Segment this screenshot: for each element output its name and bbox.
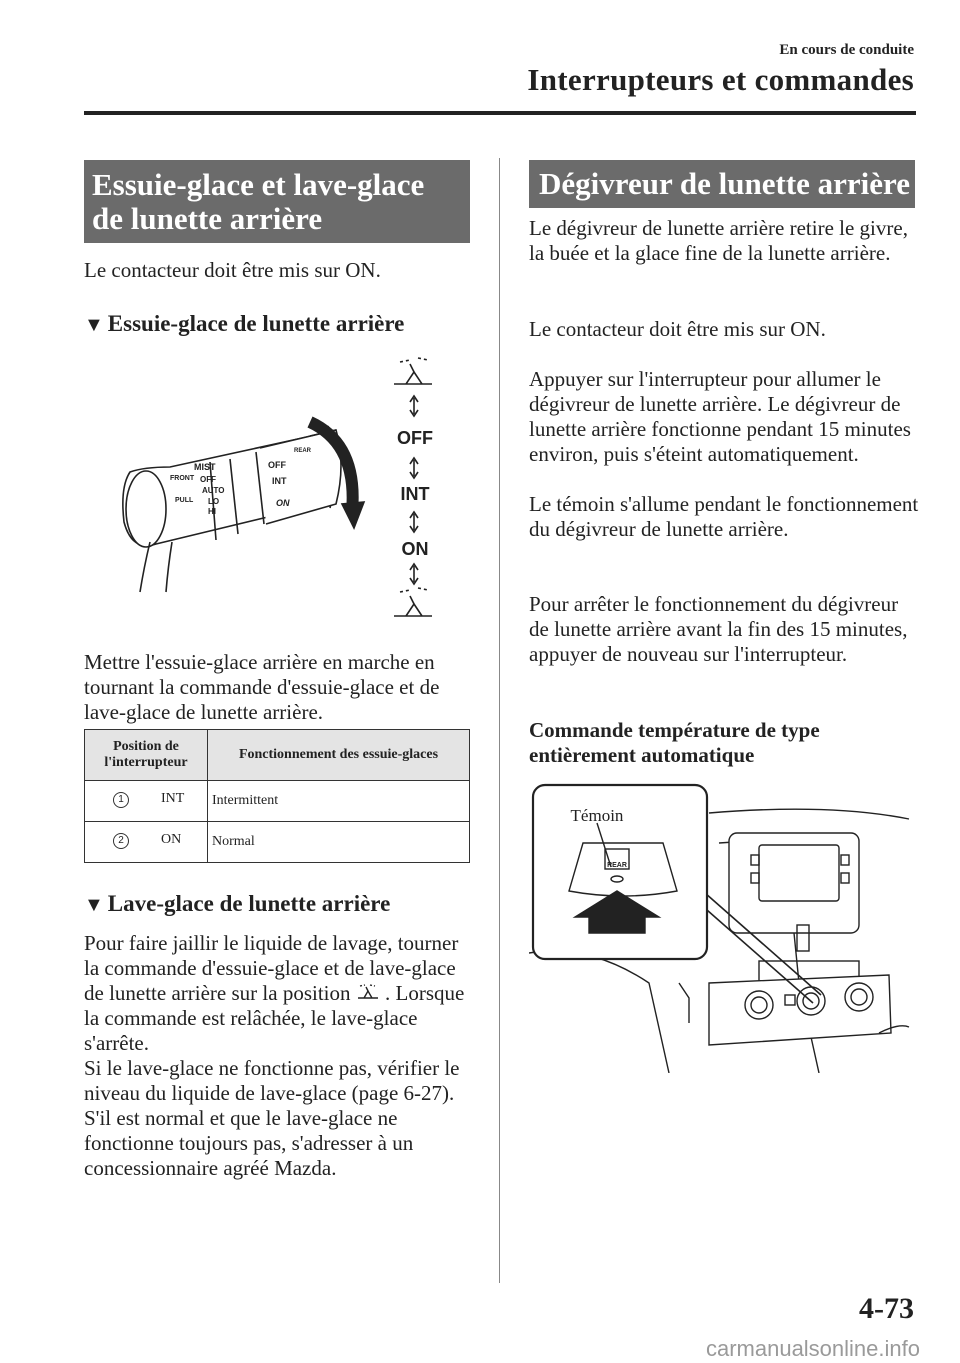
wiper-heading — [84, 311, 404, 337]
position-on: ON — [161, 832, 182, 847]
number-2-icon: 2 — [113, 833, 129, 849]
stalk-label-int: INT — [272, 476, 287, 486]
wiper-operation-table — [84, 729, 470, 863]
table-cell-operation: Intermittent — [208, 781, 470, 822]
triangle-bullet-icon: ▼ — [84, 894, 104, 916]
washer-heading — [84, 891, 390, 917]
section-title: En cours de conduite — [779, 42, 914, 58]
header-rule — [84, 111, 916, 115]
stalk-label-pull: PULL — [175, 497, 194, 504]
washer-position-icon — [356, 982, 380, 1004]
wiper-description: Mettre l'essuie-glace arrière en marche en tournant la commande d'essuie-glace et de lave-glace de lunette arrière. — [84, 650, 440, 724]
section-banner-rear-wiper — [84, 160, 470, 243]
dashboard-figure — [529, 783, 915, 1073]
washer-text-3: Si le lave-glace ne fonctionne pas, vérifier le niveau du liquide de lave-glace (page 6-27). S'il est normal et que le lave-glace ne fonctionne toujours pas, s'adresser à un concessionnaire agréé Mazda. — [84, 1056, 460, 1180]
position-off-label: OFF — [397, 428, 433, 448]
washer-heading-text: Lave-glace de lunette arrière — [107, 891, 391, 916]
banner-line-2: de lunette arrière — [92, 201, 323, 236]
number-1-icon: 1 — [113, 792, 129, 808]
section-banner-defroster: Dégivreur de lunette arrière — [529, 160, 915, 208]
position-on-label: ON — [401, 539, 429, 559]
intro-text: Le contacteur doit être mis sur ON. — [84, 258, 381, 282]
washer-description — [84, 931, 476, 1181]
table-cell-position — [85, 822, 208, 863]
washer-text-1: Pour faire jaillir le liquide de lavage, tourner la commande d'essuie-glace et de lave-glace de lunette arrière sur la position — [84, 931, 459, 1005]
defroster-p5: Pour arrêter le fonctionnement du dégivreur de lunette arrière avant la fin des 15 minutes, appuyer de nouveau sur l'interrupteur. — [529, 592, 908, 666]
stalk-label-on: ON — [276, 498, 290, 508]
defroster-p2: Le contacteur doit être mis sur ON. — [529, 317, 826, 341]
banner-line-1: Essuie-glace et lave-glace — [92, 167, 425, 202]
climate-subheading — [529, 718, 820, 768]
defroster-p4: Le témoin s'allume pendant le fonctionnement du dégivreur de lunette arrière. — [529, 492, 919, 541]
watermark-text: carmanualsonline.info — [705, 1336, 920, 1361]
stalk-label-lo: LO — [208, 497, 220, 506]
stalk-label-front: FRONT — [170, 475, 195, 482]
header-position-line-1: Position de — [113, 739, 179, 754]
stalk-label-rear: REAR — [294, 448, 312, 454]
table-header-operation: Fonctionnement des essuie-glaces — [208, 730, 470, 781]
wiper-heading-text: Essuie-glace de lunette arrière — [107, 311, 405, 336]
climate-subheading-line-1: Commande température de type — [529, 718, 820, 742]
table-row — [85, 822, 470, 863]
stalk-label-auto: AUTO — [202, 486, 225, 495]
temoin-label: Témoin — [570, 806, 624, 825]
washer-text-2: . Lorsque la commande est relâchée, le lave-glace s'arrête. — [84, 981, 465, 1055]
position-int: INT — [161, 791, 185, 806]
stalk-label-off-rear: OFF — [268, 460, 286, 470]
wiper-stalk-figure — [110, 352, 450, 632]
table-header-position — [85, 730, 208, 781]
stalk-label-mist: MIST — [194, 462, 216, 472]
climate-subheading-line-2: entièrement automatique — [529, 743, 755, 767]
header-position-line-2: l'interrupteur — [104, 755, 188, 770]
column-divider — [499, 158, 500, 1283]
triangle-bullet-icon: ▼ — [84, 314, 104, 336]
table-cell-position — [85, 781, 208, 822]
table-cell-operation: Normal — [208, 822, 470, 863]
defroster-p3: Appuyer sur l'interrupteur pour allumer le dégivreur de lunette arrière. Le dégivreur de lunette arrière fonctionne pendant 15 minutes environ, puis s'éteint automatiquement. — [529, 367, 911, 466]
stalk-label-hi: HI — [208, 507, 216, 516]
stalk-label-off: OFF — [200, 475, 216, 484]
chapter-title: Interrupteurs et commandes — [527, 62, 914, 97]
defroster-p1: Le dégivreur de lunette arrière retire le givre, la buée et la glace fine de la lunette arrière. — [529, 216, 908, 265]
page-number: 4-73 — [859, 1292, 914, 1325]
position-int-label: INT — [400, 484, 430, 504]
table-header-row — [85, 730, 470, 781]
table-row — [85, 781, 470, 822]
rear-button-label: REAR — [607, 862, 627, 869]
